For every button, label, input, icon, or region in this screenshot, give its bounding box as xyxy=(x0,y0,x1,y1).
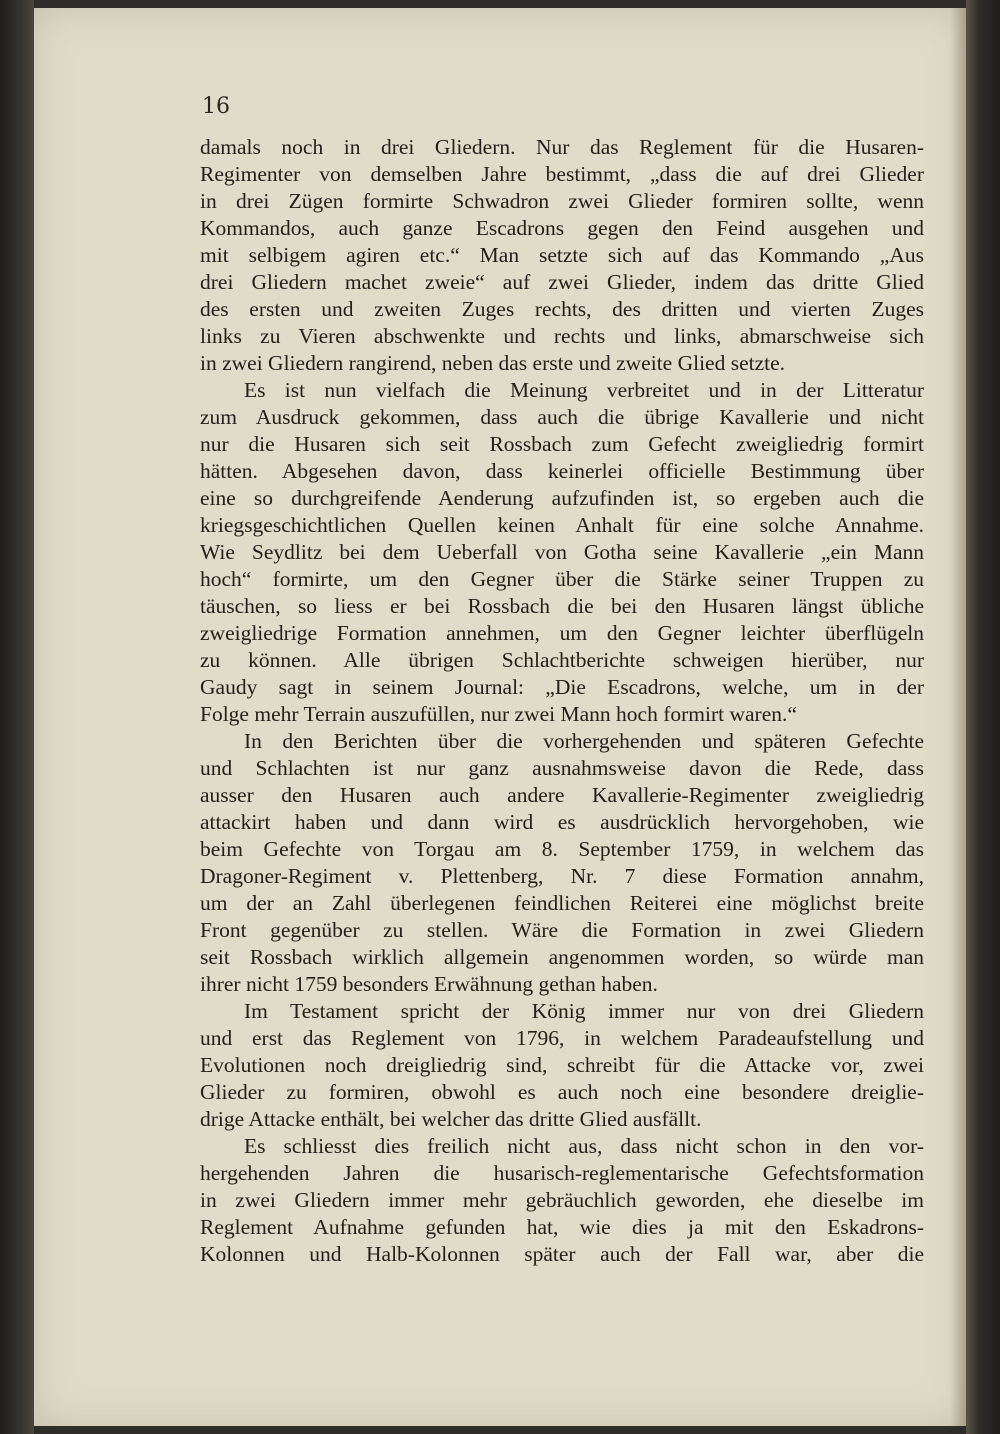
paragraph-start-line: Im Testament spricht der König immer nur von drei Gliedern xyxy=(244,999,924,1023)
text-line: Regimenter von demselben Jahre bestimmt, „dass die auf drei Glieder xyxy=(200,162,924,186)
book-cover-right-edge xyxy=(966,0,1000,1434)
text-line: drei Gliedern machet zweie“ auf zwei Glieder, indem das dritte Glied xyxy=(200,270,924,294)
text-line: Folge mehr Terrain auszufüllen, nur zwei Mann hoch formirt waren.“ xyxy=(200,702,797,726)
text-line: Glieder zu formiren, obwohl es auch noch eine besondere dreiglie- xyxy=(200,1080,924,1104)
text-line: zu können. Alle übrigen Schlachtberichte schweigen hierüber, nur xyxy=(200,648,924,672)
text-line: zum Ausdruck gekommen, dass auch die übrige Kavallerie und nicht xyxy=(200,405,924,429)
text-line: zweigliedrige Formation annehmen, um den Gegner leichter überflügeln xyxy=(200,621,924,645)
page-number: 16 xyxy=(202,94,230,119)
text-line: attackirt haben und dann wird es ausdrücklich hervorgehoben, wie xyxy=(200,810,924,834)
text-line: hätten. Abgesehen davon, dass keinerlei officielle Bestimmung über xyxy=(200,459,924,483)
text-line: Dragoner-Regiment v. Plettenberg, Nr. 7 diese Formation annahm, xyxy=(200,864,924,888)
text-line: hoch“ formirte, um den Gegner über die Stärke seiner Truppen zu xyxy=(200,567,924,591)
page-gutter-shadow xyxy=(950,8,966,1426)
text-line: drige Attacke enthält, bei welcher das dritte Glied ausfällt. xyxy=(200,1107,702,1131)
text-line: nur die Husaren sich seit Rossbach zum Gefecht zweigliedrig formirt xyxy=(200,432,924,456)
text-line: Kommandos, auch ganze Escadrons gegen den Feind ausgehen und xyxy=(200,216,924,240)
text-line: und erst das Reglement von 1796, in welchem Paradeaufstellung und xyxy=(200,1026,924,1050)
text-line: in drei Zügen formirte Schwadron zwei Glieder formiren sollte, wenn xyxy=(200,189,924,213)
text-line: in zwei Gliedern immer mehr gebräuchlich geworden, ehe dieselbe im xyxy=(200,1188,924,1212)
text-line: Gaudy sagt in seinem Journal: „Die Escadrons, welche, um in der xyxy=(200,675,924,699)
paragraph-start-line: Es ist nun vielfach die Meinung verbreitet und in der Litteratur xyxy=(244,378,924,402)
text-line: mit selbigem agiren etc.“ Man setzte sich auf das Kommando „Aus xyxy=(200,243,924,267)
book-page xyxy=(34,8,966,1426)
text-line: beim Gefechte von Torgau am 8. September 1759, in welchem das xyxy=(200,837,924,861)
text-line: ihrer nicht 1759 besonders Erwähnung gethan haben. xyxy=(200,972,658,996)
text-line: in zwei Gliedern rangirend, neben das erste und zweite Glied setzte. xyxy=(200,351,786,375)
book-cover-left-edge xyxy=(0,0,34,1434)
text-line: um der an Zahl überlegenen feindlichen Reiterei eine möglichst breite xyxy=(200,891,924,915)
text-line: hergehenden Jahren die husarisch-reglementarische Gefechtsformation xyxy=(200,1161,924,1185)
text-line: seit Rossbach wirklich allgemein angenommen worden, so würde man xyxy=(200,945,924,969)
text-line: Kolonnen und Halb-Kolonnen später auch der Fall war, aber die xyxy=(200,1242,924,1266)
paragraph-start-line: Es schliesst dies freilich nicht aus, dass nicht schon in den vor- xyxy=(244,1134,924,1158)
text-line: Wie Seydlitz bei dem Ueberfall von Gotha seine Kavallerie „ein Mann xyxy=(200,540,924,564)
text-line: täuschen, so liess er bei Rossbach die bei den Husaren längst übliche xyxy=(200,594,924,618)
body-text xyxy=(200,134,924,1268)
text-line: Reglement Aufnahme gefunden hat, wie dies ja mit den Eskadrons- xyxy=(200,1215,924,1239)
text-line: Front gegenüber zu stellen. Wäre die Formation in zwei Gliedern xyxy=(200,918,924,942)
text-line: damals noch in drei Gliedern. Nur das Reglement für die Husaren- xyxy=(200,135,924,159)
paragraph-start-line: In den Berichten über die vorhergehenden und späteren Gefechte xyxy=(244,729,924,753)
text-line: eine so durchgreifende Aenderung aufzufinden ist, so ergeben auch die xyxy=(200,486,924,510)
text-line: und Schlachten ist nur ganz ausnahmsweise davon die Rede, dass xyxy=(200,756,924,780)
text-line: links zu Vieren abschwenkte und rechts und links, abmarschweise sich xyxy=(200,324,924,348)
text-line: ausser den Husaren auch andere Kavallerie-Regimenter zweigliedrig xyxy=(200,783,924,807)
text-line: kriegsgeschichtlichen Quellen keinen Anhalt für eine solche Annahme. xyxy=(200,513,924,537)
text-line: des ersten und zweiten Zuges rechts, des dritten und vierten Zuges xyxy=(200,297,924,321)
text-line: Evolutionen noch dreigliedrig sind, schreibt für die Attacke vor, zwei xyxy=(200,1053,924,1077)
